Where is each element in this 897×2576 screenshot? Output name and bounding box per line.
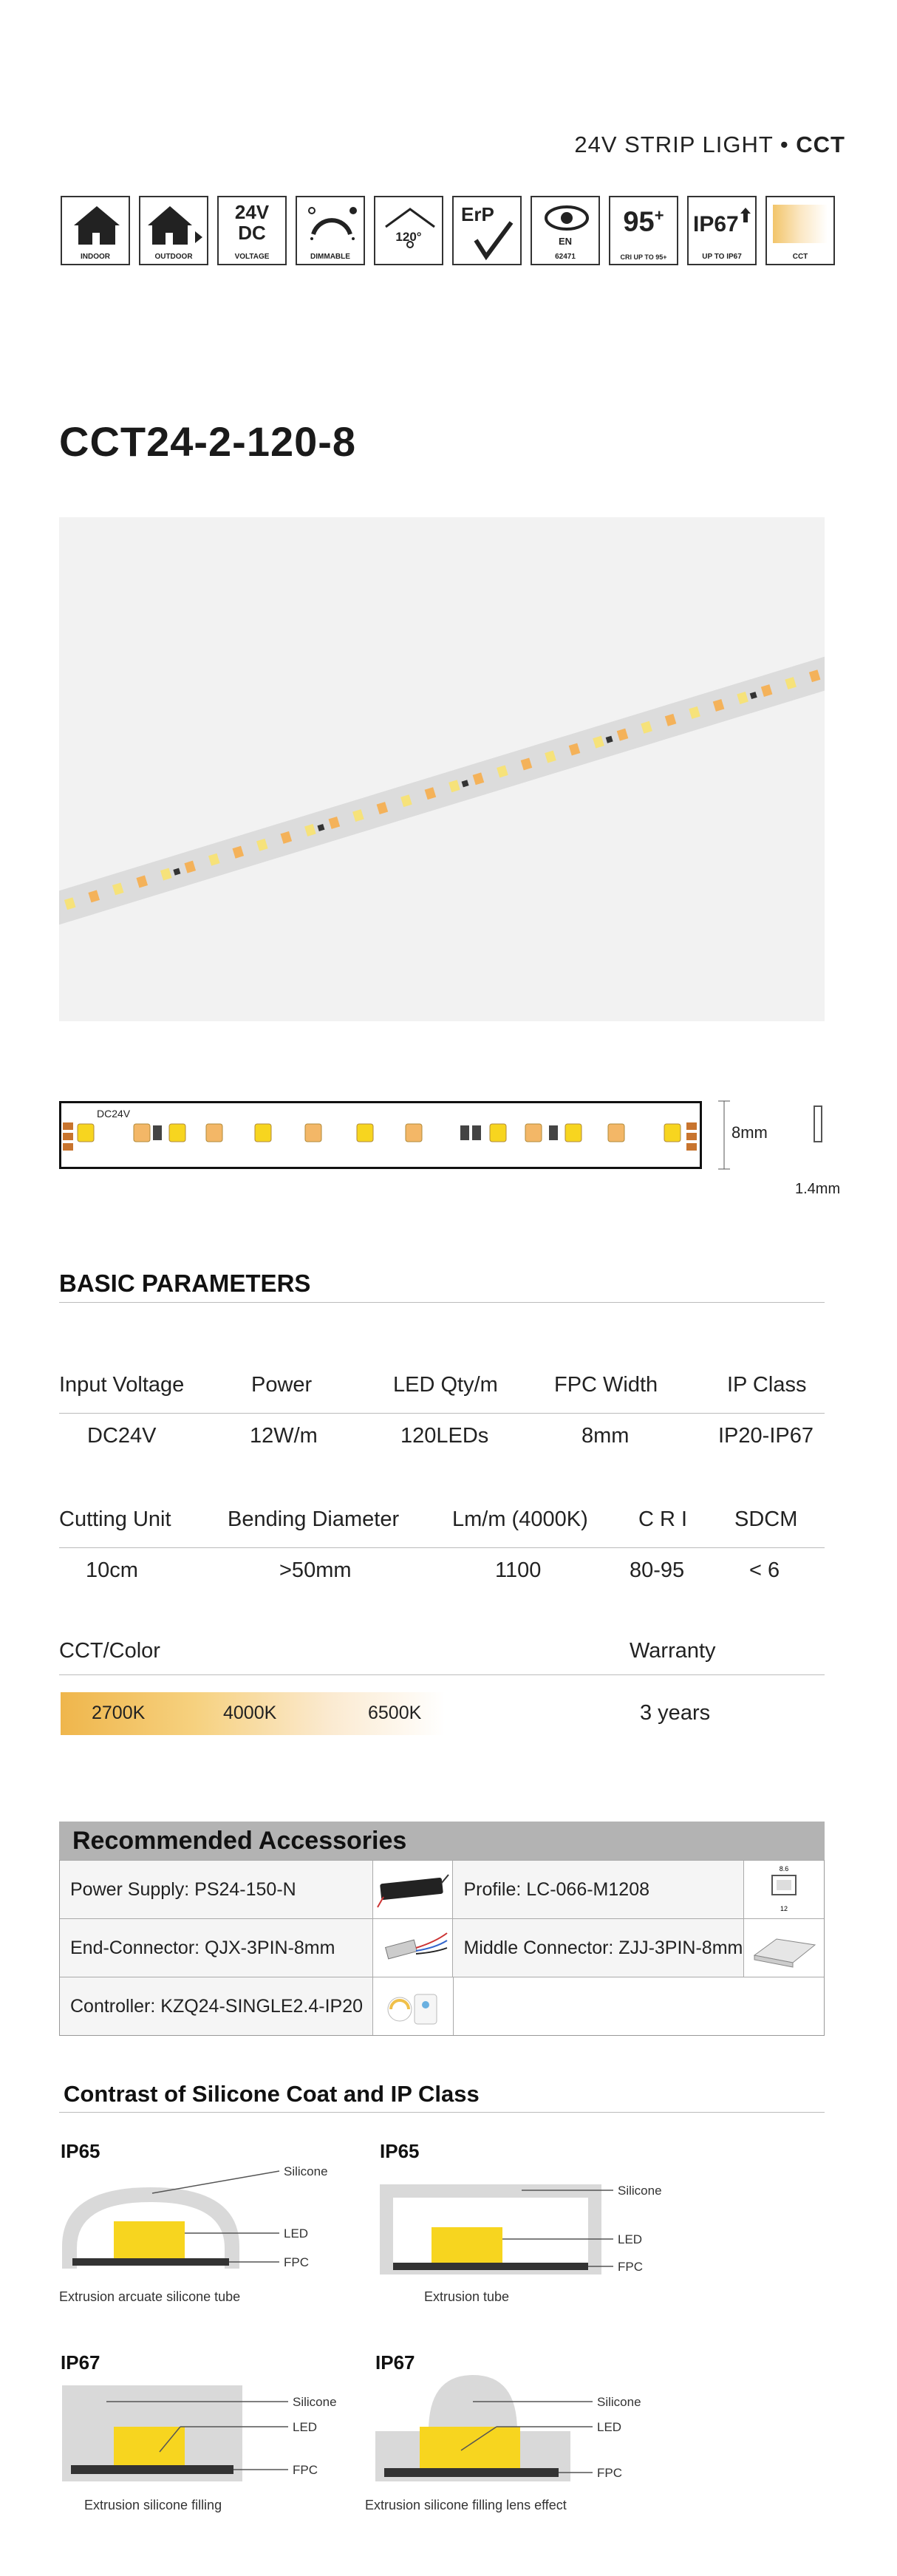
basic-parameters-title: BASIC PARAMETERS: [59, 1270, 311, 1297]
dimmable-icon: DIMMABLE: [296, 196, 365, 265]
cct-4000k: 4000K: [223, 1703, 277, 1723]
cct-gradient-bar: [61, 1692, 445, 1735]
cct-color-header: CCT/Color: [59, 1639, 160, 1663]
params-row-1: Input Voltage Power LED Qty/m FPC Width IP Class DC24V 12W/m 120LEDs 8mm IP20-IP67: [59, 1373, 825, 1456]
eye-icon: EN 62471: [531, 196, 600, 265]
middle-connector-image: [744, 1919, 824, 1977]
led-chip: [490, 1124, 506, 1142]
silicone-label: Silicone: [618, 2184, 662, 2198]
silicone-label: Silicone: [293, 2395, 337, 2409]
power-supply-label: Power Supply: PS24-150-N: [60, 1861, 373, 1918]
caption-2: Extrusion tube: [424, 2289, 510, 2304]
divider: [59, 2112, 825, 2113]
strip-diagram: [59, 1101, 702, 1169]
resistor: [472, 1125, 481, 1140]
solder-pad: [686, 1122, 697, 1130]
led-chip: [169, 1124, 185, 1142]
profile-label: Profile: LC-066-M1208: [453, 1861, 744, 1918]
cct-icon: CCT: [765, 196, 835, 265]
arcuate-tube-diagram: [59, 2165, 355, 2283]
strip-diagram-svg: [61, 1103, 700, 1167]
end-connector-image: [373, 1919, 454, 1977]
silicone-label: Silicone: [597, 2395, 641, 2409]
led-chip: [78, 1124, 94, 1142]
ip-label-1: IP65: [61, 2140, 100, 2162]
led-chip: [565, 1124, 581, 1142]
series-prefix: 24V STRIP LIGHT •: [574, 132, 797, 157]
led-label: LED: [284, 2226, 309, 2241]
indoor-icon: INDOOR: [61, 196, 130, 265]
silicone-label: Silicone: [284, 2165, 328, 2178]
divider: [59, 1674, 825, 1675]
thickness-dimension: 1.4mm: [795, 1181, 841, 1197]
fpc-label: FPC: [618, 2260, 643, 2274]
caption-4: Extrusion silicone filling lens effect: [365, 2498, 567, 2512]
led-label: LED: [597, 2420, 622, 2434]
silicone-filling-diagram: [59, 2379, 355, 2490]
resistor: [153, 1125, 162, 1140]
end-connector-label: End-Connector: QJX-3PIN-8mm: [60, 1919, 373, 1977]
profile-image: [744, 1861, 824, 1918]
led-label: LED: [618, 2232, 643, 2246]
outdoor-icon: OUTDOOR: [139, 196, 208, 265]
solder-pad: [63, 1122, 73, 1130]
solder-pad: [63, 1133, 73, 1140]
warranty-value: 3 years: [640, 1701, 711, 1725]
product-photo: [59, 517, 825, 1021]
led-chip: [525, 1124, 542, 1142]
power-supply-image: [373, 1861, 454, 1918]
lens-effect-diagram: [372, 2372, 683, 2490]
width-dimension: 8mm: [731, 1123, 768, 1142]
led-chip: [134, 1124, 150, 1142]
warranty-header: Warranty: [630, 1639, 716, 1663]
profile-dim-bottom: 12: [780, 1905, 788, 1912]
led-chip: [255, 1124, 271, 1142]
resistor: [549, 1125, 558, 1140]
led-chip: [664, 1124, 681, 1142]
caption-3: Extrusion silicone filling: [84, 2498, 222, 2512]
extrusion-tube-diagram: [377, 2165, 687, 2283]
solder-pad: [686, 1143, 697, 1151]
erp-icon: ErP: [452, 196, 522, 265]
fpc-label: FPC: [284, 2255, 309, 2269]
series-header: [574, 132, 845, 158]
led-label: LED: [293, 2420, 318, 2434]
led-chip: [406, 1124, 422, 1142]
divider: [59, 1302, 825, 1303]
ip-label-3: IP67: [61, 2351, 100, 2374]
led-chip: [357, 1124, 373, 1142]
ip-icon: IP67 UP TO IP67: [687, 196, 757, 265]
solder-pad: [686, 1133, 697, 1140]
led-strip-photo: [59, 517, 825, 1021]
cct-6500k: 6500K: [368, 1703, 422, 1723]
contrast-title: Contrast of Silicone Coat and IP Class: [64, 2081, 480, 2107]
accessories-title: Recommended Accessories: [59, 1822, 825, 1860]
fpc-label: FPC: [597, 2466, 622, 2480]
led-chip: [608, 1124, 624, 1142]
product-title: CCT24-2-120-8: [59, 418, 357, 465]
ip-label-2: IP65: [380, 2140, 420, 2162]
caption-1: Extrusion arcuate silicone tube: [59, 2289, 241, 2304]
middle-connector-label: Middle Connector: ZJJ-3PIN-8mm: [453, 1919, 744, 1977]
cct-2700k: 2700K: [92, 1703, 146, 1723]
params-row-2: Cutting Unit Bending Diameter Lm/m (4000K) C R I SDCM 10cm >50mm 1100 80-95 < 6: [59, 1507, 825, 1591]
controller-label: Controller: KZQ24-SINGLE2.4-IP20: [60, 1977, 373, 2035]
cri-icon: 95+ CRI UP TO 95+: [609, 196, 678, 265]
accessories-table: [59, 1822, 825, 2036]
beam-angle-icon: 120°: [374, 196, 443, 265]
series-suffix: CCT: [796, 132, 845, 157]
diagram-voltage-label: DC24V: [97, 1108, 131, 1120]
solder-pad: [63, 1143, 73, 1151]
led-chip: [206, 1124, 222, 1142]
controller-image: [373, 1977, 454, 2035]
ip-label-4: IP67: [375, 2351, 415, 2374]
thickness-marker: [814, 1105, 822, 1142]
voltage-icon: 24V DC VOLTAGE: [217, 196, 287, 265]
feature-icons: [61, 196, 835, 265]
fpc-label: FPC: [293, 2463, 318, 2477]
resistor: [460, 1125, 469, 1140]
led-chip: [305, 1124, 321, 1142]
profile-dim-top: 8.6: [779, 1865, 789, 1873]
